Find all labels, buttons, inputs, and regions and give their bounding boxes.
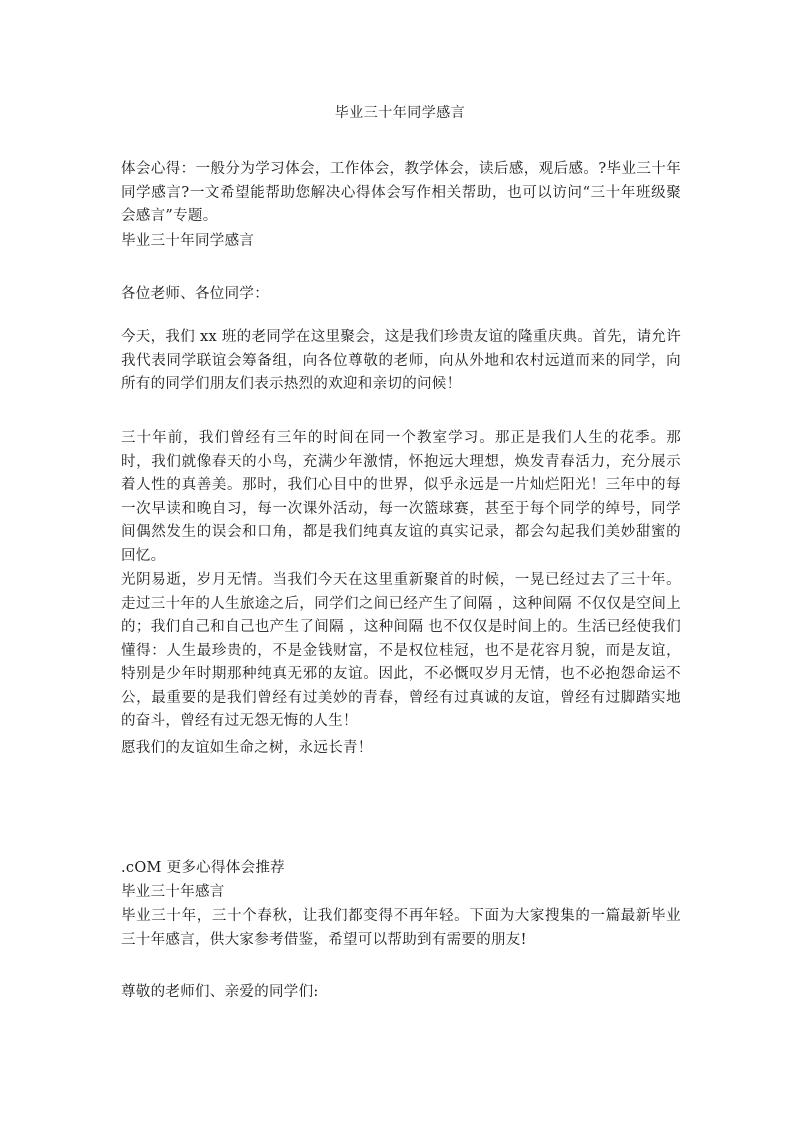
intro-paragraph: 体会心得：一般分为学习体会，工作体会，教学体会，读后感，观后感。?毕业三十年同学感言?一文希望能帮助您解决心得体会写作相关帮助，也可以访问“三十年班级聚会感言”专题。 (121, 161, 681, 224)
paragraph-memories: 三十年前，我们曾经有三年的时间在同一个教室学习。那正是我们人生的花季。那时，我们就像春天的小鸟，充满少年激情，怀抱远大理想，焕发青春活力，充分展示着人性的真善美。那时，我们心目中的世界，似乎永远是一片灿烂阳光！三年中的每一次早读和晚自习，每一次课外活动，每一次篮球赛，甚至于每个同学的绰号，同学间偶然发生的误会和口角，都是我们纯真友谊的真实记录，都会勾起我们美妙甜蜜的回忆。 (121, 430, 681, 564)
article2-intro: 毕业三十年，三十个春秋，让我们都变得不再年轻。下面为大家搜集的一篇最新毕业三十年感言，供大家参考借鉴，希望可以帮助到有需要的朋友! (121, 908, 681, 948)
paragraph-reflection: 光阴易逝，岁月无情。当我们今天在这里重新聚首的时候，一晃已经过去了三十年。走过三十年的人生旅途之后，同学们之间已经产生了间隔 ，这种间隔 不仅仅是空间上的；我们自己和自己也产生了间隔 ，这种间隔 也不仅仅是时间上的。生活已经使我们懂得：人生最珍贵的，不是金钱财富，不是权位桂冠，也不是花容月貌，而是友谊，特别是少年时期那种纯真无邪的友谊。因此，不必慨叹岁月无情，也不必抱怨命运不公，最重要的是我们曾经有过美妙的青春，曾经有过真诚的友谊，曾经有过脚踏实地的奋斗，曾经有过无怨无悔的人生！ (121, 572, 681, 729)
paragraph-welcome: 今天，我们 xx 班的老同学在这里聚会，这是我们珍贵友谊的隆重庆典。首先，请允许我代表同学联谊会筹备组，向各位尊敬的老师，向从外地和农村远道而来的同学，向所有的同学们朋友们表示热烈的欢迎和亲切的问候！ (121, 329, 681, 392)
paragraph-wish: 愿我们的友谊如生命之树，永远长青！ (121, 740, 373, 756)
greeting: 各位老师、各位同学： (121, 286, 269, 302)
article2-title: 毕业三十年感言 (121, 884, 225, 900)
article2-greeting: 尊敬的老师们、亲爱的同学们: (121, 984, 319, 1000)
subtitle: 毕业三十年同学感言 (121, 233, 255, 249)
more-recommendations-header: .cOM 更多心得体会推荐 (121, 860, 285, 876)
document-title: 毕业三十年同学感言 (334, 105, 466, 121)
